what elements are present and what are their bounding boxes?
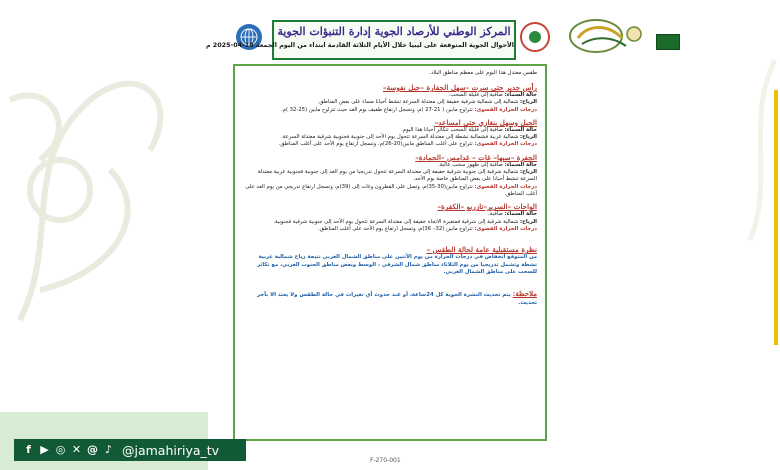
wind-label: الرياح: xyxy=(519,99,537,106)
ministry-logo xyxy=(568,16,650,54)
facebook-icon[interactable]: f xyxy=(26,443,31,456)
region-section xyxy=(243,118,537,149)
threads-icon[interactable]: @ xyxy=(87,443,98,456)
wind-label: الرياح: xyxy=(519,134,537,141)
forecast-bulletin xyxy=(233,64,547,441)
header xyxy=(0,8,780,68)
sky-label: حالة السماء: xyxy=(504,92,537,98)
temp-text: تتراوح على أغلب المناطق مابين(20-26)م، وتسجل ارتفاع يوم الأحد على أغلب المناطق. xyxy=(278,141,473,148)
right-accent-bar xyxy=(774,90,778,345)
wind-text: شمالية شرقية إلى شرقية فمتغيرة الاتجاه خفيفة إلى معتدلة السرعة تتحول يوم الأحد إلى جنوبية شرقية فجنوبية. xyxy=(273,218,519,225)
temp-text: تتراوح مابين (32– 36)م، وتسجل ارتفاع يوم الأحد على أغلب المناطق. xyxy=(318,225,473,232)
wind-text: شمالية شرقية إلى جنوبية شرقية خفيفة إلى معتدلة السرعة تتحول تدريجيا من يوم الغد إلى جنوبية فجنوبية غربية معتدلة السرعة تنشط أحيانا على بعض المناطق خاصة يوم الأحد. xyxy=(257,169,537,183)
sky-text: صافية إلى قليلة السحب تتكاثر أحيانا هذا اليوم. xyxy=(401,126,503,133)
update-note xyxy=(243,290,537,307)
temp-label: درجات الحرارة القصوى: xyxy=(474,106,537,113)
wind-label: الرياح: xyxy=(519,218,537,225)
temp-text: تتراوح مابين(30-35)م، وتصل على القطرون وغات إلى (39)م، وتسجل ارتفاع تدريجي من يوم الغد على أغلب المناطق. xyxy=(245,183,537,197)
sky-text: صافية إلى قليلة السحب. xyxy=(448,92,503,98)
wind-text: شمالية إلى شمالية شرقية خفيفة إلى معتدلة السرعة تنشط أحيانا مساء على بعض المناطق. xyxy=(317,99,519,106)
tiktok-icon[interactable]: ♪ xyxy=(104,443,113,456)
forecast-outlook-text: من المتوقع انخفاض في درجات الحرارة من يوم الأثنين على مناطق الشمال الغربي نتيجة رياح شمالية غربية نشطة وتشمل تدريجيا من يوم الثلاثاء مناطق شمال الشرقي ، الوسط وبعض مناطق الجنوب الغربي، مع تكاثر للسحب على مناطق الشمال الغربي. xyxy=(257,254,537,275)
region-title: رأس جدير حتى سرت –سهل الجفارة –جبل نفوسة– xyxy=(382,83,537,92)
temp-label: درجات الحرارة القصوى: xyxy=(474,183,537,190)
region-title: الجفرة –سبها– غات – غدامس –الحمادة– xyxy=(415,152,537,162)
sky-label: حالة السماء: xyxy=(504,126,537,133)
social-handle[interactable]: @jamahiriya_tv xyxy=(122,442,220,458)
temp-label: درجات الحرارة القصوى: xyxy=(474,141,537,148)
region-section xyxy=(243,202,537,233)
intro-text: طقس معتدل هذا اليوم على معظم مناطق البلاد. xyxy=(429,70,537,76)
meteorology-center-logo xyxy=(520,22,550,52)
region-section xyxy=(243,153,537,198)
instagram-icon[interactable]: ◎ xyxy=(55,443,66,456)
youtube-icon[interactable]: ▶ xyxy=(40,443,49,456)
social-bar xyxy=(14,439,246,461)
title-box xyxy=(205,20,516,60)
document-code: F-270-001 xyxy=(370,457,401,464)
region-title: الجبل وسهل بنغازي حتى امساعد– xyxy=(434,117,537,127)
temp-text: تتراوح مابين ( 21-27 )م، وتسجل ارتفاع طفيف يوم الغد حيث تتراوح مابين (25-32 )م. xyxy=(280,106,473,113)
sky-label: حالة السماء: xyxy=(504,211,537,218)
x-icon[interactable]: ✕ xyxy=(71,443,82,456)
region-title: الواحات –السرير–تازربو –الكفرة– xyxy=(437,202,537,212)
note-text: يتم تحديث النشرة الجوية كل 24ساعة، أو عند حدوث أي تغيرات في حالة الطقس ولا يعتد الا بآخر تحديث. xyxy=(257,292,537,307)
page-title: المركز الوطني للأرصاد الجوية إدارة التنبؤات الجوية xyxy=(277,25,511,38)
sky-text: صافية. xyxy=(488,211,503,218)
forecast-outlook-title: نظرة مستقبلية عامة لحالة الطقس – xyxy=(426,245,537,255)
temp-label: درجات الحرارة القصوى: xyxy=(474,225,537,232)
sky-text: صافية إلى ظهور سحب عالية. xyxy=(438,161,503,168)
wind-text: شمالية غربية فشمالية نشطة إلى معتدلة السرعة تتحول يوم الأحد إلى جنوبية فجنوبية شرقية معتدلة السرعة. xyxy=(281,134,519,141)
sky-label: حالة السماء: xyxy=(504,161,537,168)
wind-label: الرياح: xyxy=(519,169,537,176)
flag-icon xyxy=(656,34,680,50)
page-subtitle: الأحوال الجوية المتوقعة على ليبيا خلال الأيام الثلاثة القادمة ابتداء من اليوم الجمعة 18-04-2025 م xyxy=(205,41,514,49)
note-label: ملاحظة: xyxy=(512,289,537,299)
region-section xyxy=(243,83,537,114)
background-ornament xyxy=(0,40,190,340)
